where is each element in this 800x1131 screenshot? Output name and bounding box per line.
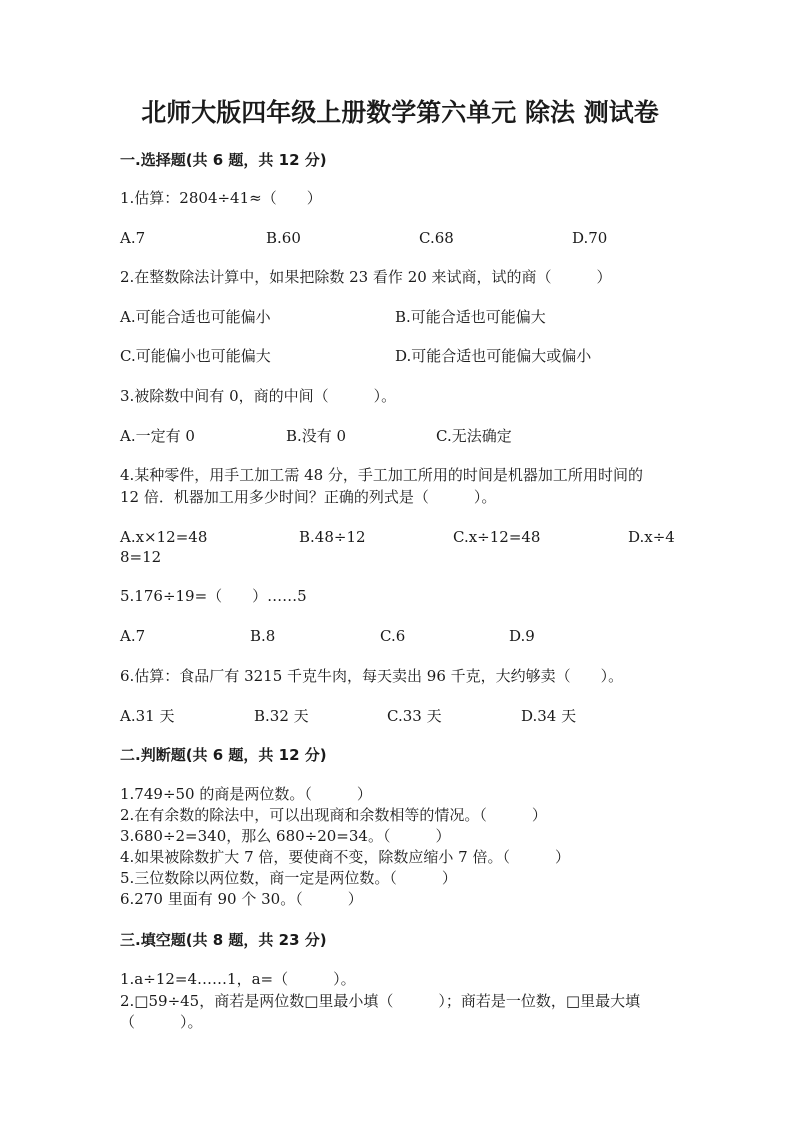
section-heading-choice: 一.选择题(共 6 题，共 12 分) [120,151,327,169]
fill-item-continued: （ ）。 [120,1013,203,1031]
judge-item: 4.如果被除数扩大 7 倍，要使商不变，除数应缩小 7 倍。（ ） [120,848,570,866]
option-b: B.可能合适也可能偏大 [395,308,546,326]
question-stem: 2.在整数除法计算中，如果把除数 23 看作 20 来试商，试的商（ ） [120,268,612,286]
option-a: A.x×12=48 [120,528,208,546]
option-a: A.可能合适也可能偏小 [120,308,271,326]
judge-item: 2.在有余数的除法中，可以出现商和余数相等的情况。（ ） [120,806,547,824]
option-c: C.33 天 [387,707,442,725]
option-d: D.9 [509,627,535,645]
option-d: D.70 [572,229,608,247]
option-a: A.一定有 0 [120,427,195,445]
option-d: D.34 天 [521,707,577,725]
option-d: D.x÷4 [628,528,675,546]
option-a: A.31 天 [120,707,175,725]
section-heading-fill: 三.填空题(共 8 题，共 23 分) [120,931,327,949]
option-d-continued: 8=12 [120,548,162,566]
question-stem-line: 4.某种零件，用手工加工需 48 分，手工加工所用的时间是机器加工所用时间的 [120,466,643,484]
question-stem: 3.被除数中间有 0，商的中间（ ）。 [120,387,397,405]
option-b: B.8 [250,627,276,645]
option-a: A.7 [120,627,146,645]
option-d: D.可能合适也可能偏大或偏小 [395,347,592,365]
page-title: 北师大版四年级上册数学第六单元 除法 测试卷 [141,98,659,127]
question-stem: 1.估算：2804÷41≈（ ） [120,189,322,207]
option-c: C.68 [419,229,454,247]
option-b: B.60 [266,229,301,247]
judge-item: 1.749÷50 的商是两位数。（ ） [120,785,372,803]
judge-item: 3.680÷2=340，那么 680÷20=34。（ ） [120,827,451,845]
option-b: B.32 天 [254,707,309,725]
option-c: C.6 [380,627,406,645]
option-c: C.可能偏小也可能偏大 [120,347,271,365]
fill-item: 1.a÷12=4……1，a=（ ）。 [120,970,356,988]
judge-item: 5.三位数除以两位数，商一定是两位数。（ ） [120,869,457,887]
option-c: C.无法确定 [436,427,512,445]
section-heading-judge: 二.判断题(共 6 题，共 12 分) [120,746,327,764]
option-c: C.x÷12=48 [453,528,541,546]
option-b: B.没有 0 [286,427,347,445]
question-stem-line: 12 倍．机器加工用多少时间？正确的列式是（ ）。 [120,488,497,506]
question-stem: 6.估算：食品厂有 3215 千克牛肉，每天卖出 96 千克，大约够卖（ ）。 [120,667,624,685]
option-b: B.48÷12 [299,528,366,546]
judge-item: 6.270 里面有 90 个 30。（ ） [120,890,363,908]
option-a: A.7 [120,229,146,247]
question-stem: 5.176÷19=（ ）……5 [120,587,307,605]
fill-item: 2.□59÷45，商若是两位数□里最小填（ ）；商若是一位数，□里最大填 [120,992,641,1010]
